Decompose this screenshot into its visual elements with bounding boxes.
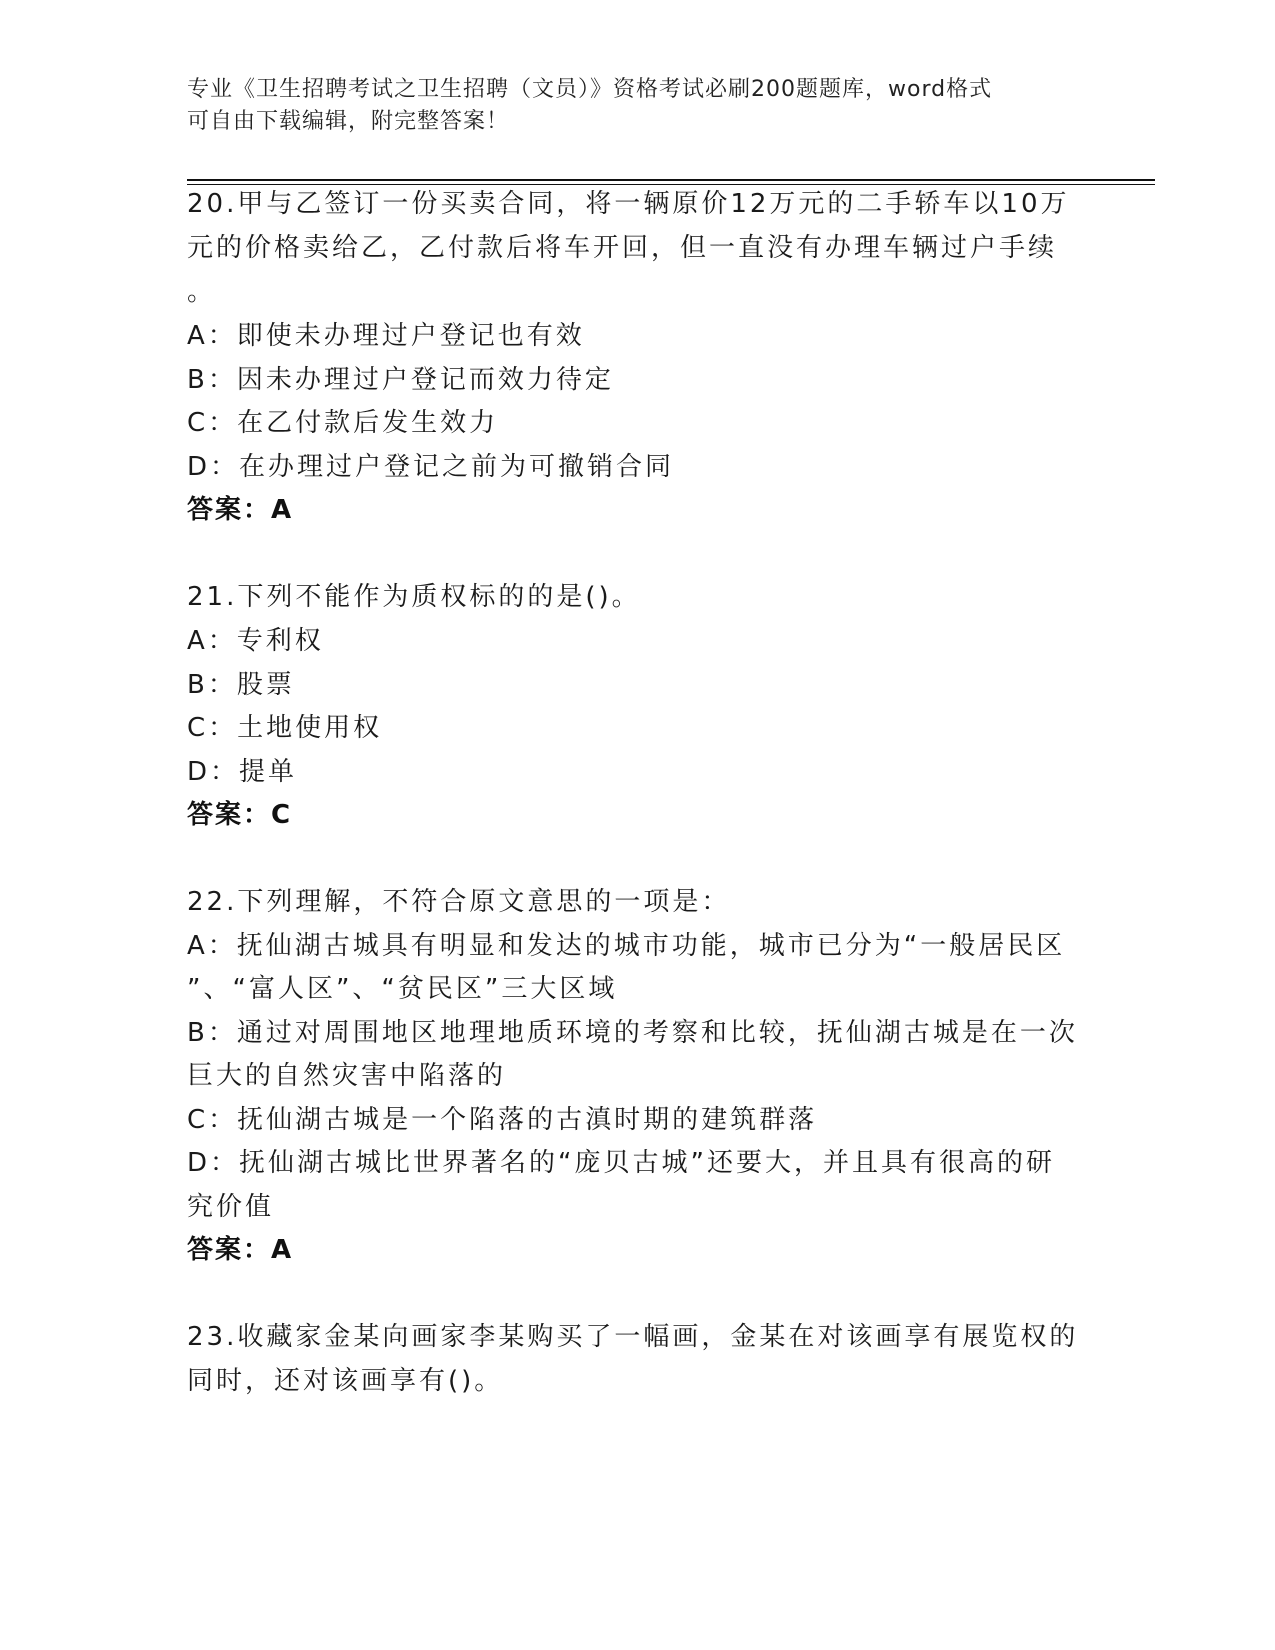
option-a: A：即使未办理过户登记也有效 <box>187 321 585 351</box>
answer: 答案：A <box>187 1235 294 1265</box>
header-divider <box>187 184 1155 185</box>
header-line: 可自由下载编辑，附完整答案！ <box>187 109 510 134</box>
question-text: 20.甲与乙签订一份买卖合同，将一辆原价12万元的二手轿车以10万 <box>187 189 1070 219</box>
question-text: 23.收藏家金某向画家李某购买了一幅画，金某在对该画享有展览权的 <box>187 1322 1079 1352</box>
option-d-continued: 究价值 <box>187 1192 275 1222</box>
option-b-continued: 巨大的自然灾害中陷落的 <box>187 1061 507 1091</box>
option-c: C：抚仙湖古城是一个陷落的古滇时期的建筑群落 <box>187 1105 818 1135</box>
option-c: C：在乙付款后发生效力 <box>187 408 499 438</box>
question-text: 同时，还对该画享有()。 <box>187 1366 504 1396</box>
option-a: A：抚仙湖古城具有明显和发达的城市功能，城市已分为“一般居民区 <box>187 931 1066 961</box>
option-c: C：土地使用权 <box>187 713 383 743</box>
question-text: 元的价格卖给乙，乙付款后将车开回，但一直没有办理车辆过户手续 <box>187 233 1058 263</box>
option-d: D：抚仙湖古城比世界著名的“庞贝古城”还要大，并且具有很高的研 <box>187 1148 1055 1178</box>
document-header <box>187 74 1067 138</box>
header-line: 专业《卫生招聘考试之卫生招聘（文员）》资格考试必刷200题题库，word格式 <box>187 77 993 102</box>
question-text: 22.下列理解，不符合原文意思的一项是： <box>187 887 731 917</box>
option-b: B：因未办理过户登记而效力待定 <box>187 365 614 395</box>
question-text: 21.下列不能作为质权标的的是()。 <box>187 582 641 612</box>
header-divider <box>187 179 1155 181</box>
option-d: D：提单 <box>187 757 298 787</box>
question-text: 。 <box>187 277 217 307</box>
option-d: D：在办理过户登记之前为可撤销合同 <box>187 452 675 482</box>
option-a: A：专利权 <box>187 626 324 656</box>
option-b: B：通过对周围地区地理地质环境的考察和比较，抚仙湖古城是在一次 <box>187 1018 1078 1048</box>
answer: 答案：A <box>187 495 294 525</box>
option-b: B：股票 <box>187 670 295 700</box>
option-a-continued: ”、“富人区”、“贫民区”三大区域 <box>187 974 618 1004</box>
answer: 答案：C <box>187 800 293 830</box>
